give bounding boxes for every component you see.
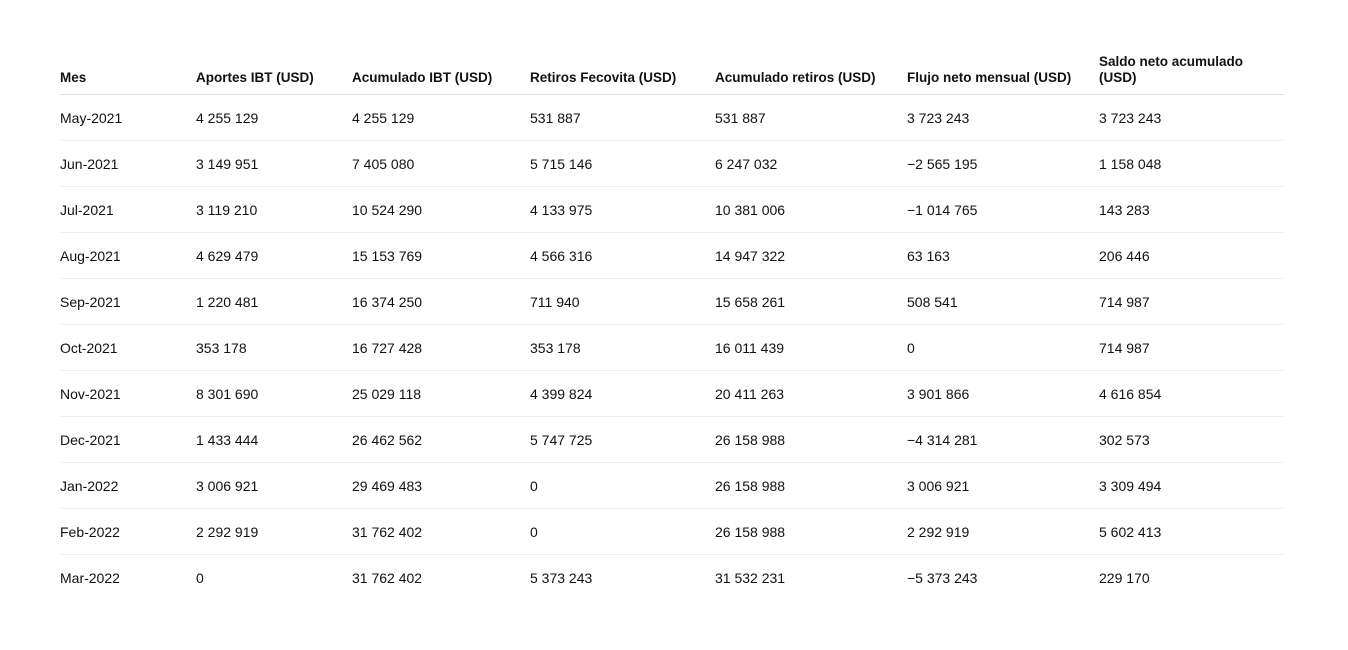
cell-saldo-neto-acumulado: 5 602 413 <box>1099 509 1284 555</box>
cell-acumulado-retiros: 6 247 032 <box>715 141 907 187</box>
cell-aportes-ibt: 4 629 479 <box>196 233 352 279</box>
cell-saldo-neto-acumulado: 714 987 <box>1099 279 1284 325</box>
cell-retiros-fecovita: 0 <box>530 509 715 555</box>
table-row <box>60 509 1284 555</box>
cell-retiros-fecovita: 5 715 146 <box>530 141 715 187</box>
cell-saldo-neto-acumulado: 1 158 048 <box>1099 141 1284 187</box>
cell-retiros-fecovita: 5 373 243 <box>530 569 593 586</box>
cell-acumulado-retiros: 26 158 988 <box>715 509 907 555</box>
cell-acumulado-retiros: 531 887 <box>715 95 907 141</box>
cell-flujo-neto-mensual: −4 314 281 <box>907 417 1099 463</box>
monthly-flow-table <box>60 50 1284 600</box>
cell-acumulado-ibt: 15 153 769 <box>352 233 530 279</box>
cell-acumulado-ibt: 31 762 402 <box>352 509 530 555</box>
data-table-container <box>60 50 1284 600</box>
table-body <box>60 95 1284 601</box>
cell-aportes-ibt: 8 301 690 <box>196 371 352 417</box>
cell-flujo-neto-mensual: 3 901 866 <box>907 371 1099 417</box>
cell-acumulado-retiros: 20 411 263 <box>715 371 907 417</box>
header-flujo-neto-mensual: Flujo neto mensual (USD) <box>907 50 1099 95</box>
table-row <box>60 555 1284 601</box>
cell-mes: Mar-2022 <box>60 569 120 586</box>
header-saldo-neto-acumulado: Saldo neto acumulado (USD) <box>1099 50 1284 95</box>
table-row <box>60 463 1284 509</box>
cell-saldo-neto-acumulado: 206 446 <box>1099 233 1284 279</box>
cell-aportes-ibt: 3 149 951 <box>196 141 352 187</box>
cell-aportes-ibt: 2 292 919 <box>196 509 352 555</box>
header-mes: Mes <box>60 50 196 95</box>
table-header-row <box>60 50 1284 95</box>
table-row <box>60 187 1284 233</box>
cell-retiros-fecovita: 4 133 975 <box>530 187 715 233</box>
table-row <box>60 95 1284 141</box>
cell-acumulado-retiros: 14 947 322 <box>715 233 907 279</box>
cell-acumulado-ibt: 25 029 118 <box>352 371 530 417</box>
cell-flujo-neto-mensual: −2 565 195 <box>907 141 1099 187</box>
cell-retiros-fecovita: 4 566 316 <box>530 233 715 279</box>
cell-saldo-neto-acumulado: 229 170 <box>1099 569 1150 586</box>
cell-acumulado-retiros: 10 381 006 <box>715 187 907 233</box>
cell-flujo-neto-mensual: 0 <box>907 325 1099 371</box>
cell-mes: Jan-2022 <box>60 463 196 509</box>
cell-retiros-fecovita: 0 <box>530 463 715 509</box>
cell-mes: Feb-2022 <box>60 509 196 555</box>
cell-mes: Jun-2021 <box>60 141 196 187</box>
cell-aportes-ibt: 3 006 921 <box>196 463 352 509</box>
cell-aportes-ibt: 1 220 481 <box>196 279 352 325</box>
cell-saldo-neto-acumulado: 3 723 243 <box>1099 95 1284 141</box>
cell-aportes-ibt: 3 119 210 <box>196 187 352 233</box>
cell-flujo-neto-mensual: 3 723 243 <box>907 95 1099 141</box>
cell-retiros-fecovita: 531 887 <box>530 95 715 141</box>
cell-mes: May-2021 <box>60 95 196 141</box>
cell-flujo-neto-mensual: 63 163 <box>907 233 1099 279</box>
cell-aportes-ibt: 0 <box>196 569 204 586</box>
cell-aportes-ibt: 353 178 <box>196 325 352 371</box>
cell-saldo-neto-acumulado: 3 309 494 <box>1099 463 1284 509</box>
cell-mes: Sep-2021 <box>60 279 196 325</box>
header-acumulado-ibt: Acumulado IBT (USD) <box>352 50 530 95</box>
cell-mes: Dec-2021 <box>60 417 196 463</box>
cell-aportes-ibt: 1 433 444 <box>196 417 352 463</box>
cell-acumulado-retiros: 26 158 988 <box>715 463 907 509</box>
cell-saldo-neto-acumulado: 4 616 854 <box>1099 371 1284 417</box>
cell-retiros-fecovita: 353 178 <box>530 325 715 371</box>
cell-acumulado-ibt: 16 727 428 <box>352 325 530 371</box>
cell-aportes-ibt: 4 255 129 <box>196 95 352 141</box>
cell-saldo-neto-acumulado: 714 987 <box>1099 325 1284 371</box>
table-row <box>60 233 1284 279</box>
table-row <box>60 325 1284 371</box>
table-row <box>60 279 1284 325</box>
cell-retiros-fecovita: 711 940 <box>530 279 715 325</box>
cell-acumulado-ibt: 7 405 080 <box>352 141 530 187</box>
header-retiros-fecovita: Retiros Fecovita (USD) <box>530 50 715 95</box>
cell-acumulado-ibt: 4 255 129 <box>352 95 530 141</box>
header-acumulado-retiros: Acumulado retiros (USD) <box>715 50 907 95</box>
cell-acumulado-retiros: 16 011 439 <box>715 325 907 371</box>
cell-acumulado-ibt: 10 524 290 <box>352 187 530 233</box>
cell-acumulado-ibt: 16 374 250 <box>352 279 530 325</box>
cell-mes: Oct-2021 <box>60 325 196 371</box>
cell-saldo-neto-acumulado: 143 283 <box>1099 187 1284 233</box>
table-row <box>60 371 1284 417</box>
cell-acumulado-ibt: 31 762 402 <box>352 569 423 586</box>
cell-retiros-fecovita: 5 747 725 <box>530 417 715 463</box>
cell-mes: Aug-2021 <box>60 233 196 279</box>
cell-flujo-neto-mensual: 3 006 921 <box>907 463 1099 509</box>
cell-flujo-neto-mensual: −1 014 765 <box>907 187 1099 233</box>
cell-acumulado-ibt: 29 469 483 <box>352 463 530 509</box>
cell-flujo-neto-mensual: −5 373 243 <box>907 569 978 586</box>
cell-flujo-neto-mensual: 2 292 919 <box>907 509 1099 555</box>
cell-mes: Nov-2021 <box>60 371 196 417</box>
cell-mes: Jul-2021 <box>60 187 196 233</box>
table-row <box>60 417 1284 463</box>
cell-saldo-neto-acumulado: 302 573 <box>1099 417 1284 463</box>
table-row <box>60 141 1284 187</box>
cell-acumulado-retiros: 31 532 231 <box>715 569 786 586</box>
cell-acumulado-ibt: 26 462 562 <box>352 417 530 463</box>
cell-acumulado-retiros: 26 158 988 <box>715 417 907 463</box>
cell-retiros-fecovita: 4 399 824 <box>530 371 715 417</box>
cell-acumulado-retiros: 15 658 261 <box>715 279 907 325</box>
cell-flujo-neto-mensual: 508 541 <box>907 279 1099 325</box>
header-aportes-ibt: Aportes IBT (USD) <box>196 50 352 95</box>
